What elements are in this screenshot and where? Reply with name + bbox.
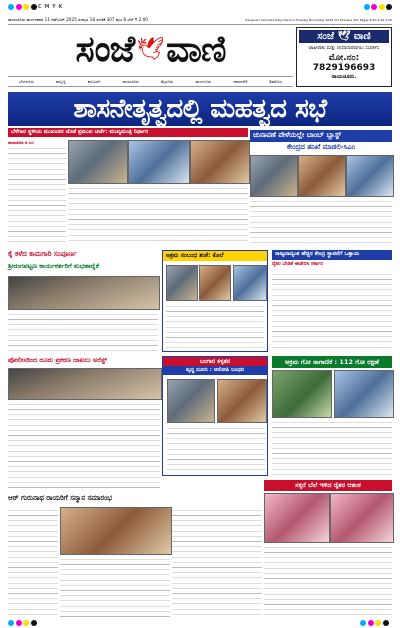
right-mid-subheadline: ರೈತರ ಬೇಡಿಕೆ ಈಡೇರಿಸಿ ಸರ್ಕಾರ (272, 261, 323, 267)
right-lead-photo-3 (346, 155, 394, 197)
box-b-photo-2 (217, 379, 267, 423)
dove-icon: 🕊 (136, 36, 165, 62)
cmyk-label: C M Y K (38, 4, 63, 10)
lead-photo-2 (128, 140, 190, 184)
story2-photo (8, 276, 160, 310)
bottom-right-headline: ಸಕ್ಕರೆ ಬೆಲೆ ಇಳಿದ ರೈತರ ಆತಂಕ (264, 480, 392, 491)
issue-info-kannada: ರಾಯಚೂರು ಮಂಗಳವಾರ 11 ನವೆಂಬರ್ 2025 ಸಂಪುಟ 18 ಸಂಚಿಕೆ 307 ಪುಟ 8 ಬೆಲೆ ₹ 2.00 (8, 17, 148, 22)
lead-headline: ಶಾಸನೇತೃತ್ವದಲ್ಲಿ ಮಹತ್ವದ ಸಭೆ (8, 92, 392, 126)
box-c-body (272, 419, 392, 476)
story3-photo (8, 368, 162, 400)
masthead-title-part1: ಸಂಜೆ (75, 27, 135, 70)
box-a-photo-1 (166, 265, 198, 301)
edition-item: ಶಿವಮೊಗ್ಗ (269, 79, 282, 84)
registration-marks-bottom-right (360, 620, 389, 626)
promo-phone: ಮೋ.ನಂ: 7829196693 (312, 53, 376, 73)
edition-item: ಮೈಸೂರು (160, 79, 174, 84)
dateline: ರಾಯಚೂರು ನ.10 (8, 140, 34, 145)
box-c-headline: ಅಕ್ರಮ ಗೋ ಸಾಗಾಣಿಕೆ : 112 ಗೋ ರಕ್ಷಣೆ (272, 356, 392, 368)
lead-photo-1 (68, 140, 128, 184)
edition-item: ಮಂಗಳೂರು (195, 79, 212, 84)
story2-headline: ಕೈ ಕಳೆದ ಕಾಮಗಾರಿ ಸಂಪೂರ್ಣ (8, 250, 77, 258)
box-b-headline: ಬಂಗಾರ ಕಳ್ಳತನ (163, 357, 267, 366)
edition-item: ರಾಯಚೂರು (122, 79, 139, 84)
box-b-subheadline: ವೃದ್ಧ ದೂರು : ಆರೋಪಿ ಬಂಧನ (163, 366, 267, 375)
bottom-right-body (264, 544, 392, 617)
registration-marks-right (364, 4, 393, 10)
edition-item: ಹುಬ್ಬಳ್ಳಿ (56, 79, 66, 84)
right-mid-body (272, 271, 392, 352)
right-lead-headline: ಚುನಾವಣೆ ವೇಳೆಯಲ್ಲೇ ಬಾಂಬ್ ಬ್ಲಾಸ್ಟ್ (250, 130, 392, 142)
lead-body-mid (68, 185, 248, 245)
box-a-body (166, 303, 264, 349)
right-lead-subheadline: ಕೇಂದ್ರದ ತನಿಖೆ ಮಾಡಲಿ-ಸಿಎಂ (286, 143, 355, 151)
lead-photo-3 (190, 140, 250, 184)
box-c-photo-2 (334, 370, 394, 418)
promo-text: ಜಾಹೀರಾತು ಮತ್ತು ಚಂದಾದಾರರಾಗಲು ಸಂಪರ್ಕಿಸಿ (308, 46, 380, 51)
promo-city: ರಾಯಚೂರು. (331, 74, 357, 80)
box-b (162, 356, 268, 476)
story4-body-right (172, 507, 262, 617)
bottom-right-photo-1 (264, 493, 330, 543)
date-strip (8, 15, 392, 25)
issue-info-english: Sanjevani Kannada Daily Raichur Tuesday November 2025 Vol 18 Issue 307 Pages 8 Price Rs 2.00 (245, 17, 392, 22)
registration-bar (0, 0, 400, 14)
masthead-title-part2: ವಾಣಿ (166, 27, 226, 70)
box-a-headline: ಅಕ್ರಮ ಸಂಬಂಧ ಶಂಕೆ: ಕೊಲೆ (163, 251, 267, 261)
registration-marks-left (8, 4, 63, 10)
lead-body-left (8, 140, 66, 245)
bottom-right-photo-2 (330, 493, 394, 543)
edition-item: ದಾವಣಗೆರೆ (233, 79, 248, 84)
right-lead-body (250, 198, 392, 244)
box-b-body (167, 425, 265, 473)
promo-brand: ಸಂಜೆ 🕊 ವಾಣಿ (299, 30, 389, 43)
box-b-photo-1 (167, 379, 215, 423)
story3-headline: ಪೋಲೀಸರಿಂದ ದೂರು ಪ್ರಕರಣ ದಾಖಲು ಅರೆಸ್ಟ್ (8, 356, 107, 364)
masthead (8, 25, 293, 73)
editions-strip (8, 76, 293, 87)
box-c-photo-1 (272, 370, 332, 418)
box-a-photo-2 (199, 265, 231, 301)
story2-subheadline: ಶ್ರೀರಂಗಪಟ್ಟಣ ಕಾರ್ಯಕರ್ತರಿಗೆ ಶುಭಹಾರೈಕೆ (8, 262, 99, 270)
story4-body-mid (60, 556, 170, 617)
right-mid-headline: ರಾಜ್ಯದಾದ್ಯಂತ ಹೆಚ್ಚಿನ ಕೇಂದ್ರ ಸ್ಥಾಪನೆಗೆ ಒತ್ತಾಯ (272, 250, 392, 260)
edition-item: ಬೆಂಗಳೂರು (19, 79, 34, 84)
right-lead-photo-1 (250, 155, 298, 197)
story2-body (8, 311, 158, 351)
lead-subheadline: ಬೆಳೆಗಾರ ಸ್ಥಳೀಯ ಮುಖಂಡರ ಜೊತೆ ಪ್ರಮುಖ ಚರ್ಚೆ: ಮುಖ್ಯಮಂತ್ರಿ ನಿರ್ಧಾರ (8, 128, 248, 137)
story4-body-left (8, 507, 58, 617)
registration-marks-bottom (8, 620, 37, 626)
edition-item: ಕಲಬುರಗಿ (87, 79, 101, 84)
story4-headline: ಆರ್ ಗುರುನಾಥ ರಾಯರಿಗೆ ಸನ್ಮಾನ ಸಮಾರಂಭ (8, 494, 112, 502)
promo-box (296, 27, 392, 87)
box-a (162, 250, 268, 352)
right-lead-photo-2 (298, 155, 346, 197)
story3-body (8, 401, 160, 489)
story4-photo (60, 507, 172, 555)
box-a-photo-3 (233, 265, 267, 301)
